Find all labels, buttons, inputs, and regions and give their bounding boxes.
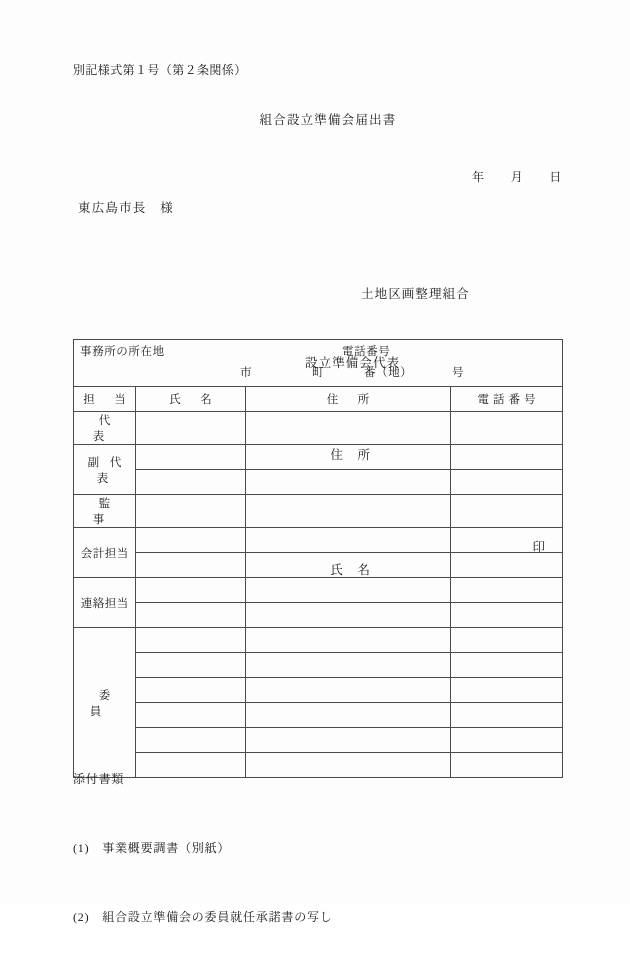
entry-tel-cell[interactable] [451, 528, 563, 553]
applicant-representative-label: 設立準備会代表 [305, 356, 401, 370]
entry-tel-cell[interactable] [451, 445, 563, 470]
table-row [74, 578, 563, 603]
address-cho-label: 町 [312, 367, 325, 379]
entry-address-cell[interactable] [246, 603, 451, 628]
role-label-cell: 連絡担当 [74, 578, 136, 628]
header-address: 住 所 [246, 387, 451, 412]
entry-name-cell[interactable] [136, 553, 246, 578]
table-row [74, 628, 563, 653]
entry-name-cell[interactable] [136, 412, 246, 445]
entry-tel-cell[interactable] [451, 578, 563, 603]
entry-tel-cell[interactable] [451, 728, 563, 753]
attachment-item: (2) 組合設立準備会の委員就任承諾書の写し [73, 910, 333, 924]
entry-address-cell[interactable] [246, 628, 451, 653]
entry-name-cell[interactable] [136, 495, 246, 528]
entry-tel-cell[interactable] [451, 495, 563, 528]
table-row [74, 528, 563, 553]
table-header-row [74, 387, 563, 412]
entry-address-cell[interactable] [246, 412, 451, 445]
role-label-cell: 監 事 [74, 495, 136, 528]
role-label-cell: 代 表 [74, 412, 136, 445]
attachment-item: (1) 事業概要調書（別紙） [73, 841, 231, 855]
header-role: 担 当 [74, 387, 136, 412]
date-day-label: 日 [549, 170, 562, 184]
entry-address-cell[interactable] [246, 470, 451, 495]
table-row [74, 603, 563, 628]
entry-name-cell[interactable] [136, 528, 246, 553]
header-name: 氏 名 [136, 387, 246, 412]
office-tel-label: 電話番号 [342, 346, 391, 358]
table-row [74, 470, 563, 495]
role-label-cell: 会計担当 [74, 528, 136, 578]
role-label-cell: 委 員 [74, 628, 136, 778]
entry-tel-cell[interactable] [451, 628, 563, 653]
table-row [74, 495, 563, 528]
address-go-label: 号 [452, 367, 465, 379]
entry-address-cell[interactable] [246, 578, 451, 603]
address-shi-label: 市 [240, 367, 253, 379]
entry-address-cell[interactable] [246, 528, 451, 553]
entry-tel-cell[interactable] [451, 412, 563, 445]
entry-address-cell[interactable] [246, 445, 451, 470]
entry-name-cell[interactable] [136, 578, 246, 603]
entry-address-cell[interactable] [246, 495, 451, 528]
entry-name-cell[interactable] [136, 470, 246, 495]
entry-tel-cell[interactable] [451, 678, 563, 703]
officers-table [73, 339, 563, 778]
entry-name-cell[interactable] [136, 603, 246, 628]
table-row [74, 553, 563, 578]
office-location-label: 事務所の所在地 [80, 346, 165, 358]
entry-address-cell[interactable] [246, 553, 451, 578]
header-tel: 電話番号 [451, 387, 563, 412]
addressee: 東広島市長 様 [78, 201, 174, 215]
date-year-label: 年 [472, 170, 485, 184]
entry-name-cell[interactable] [136, 653, 246, 678]
entry-name-cell[interactable] [136, 445, 246, 470]
entry-tel-cell[interactable] [451, 553, 563, 578]
date-line [0, 153, 630, 200]
entry-name-cell[interactable] [136, 628, 246, 653]
office-location-row [74, 340, 563, 387]
applicant-organization: 土地区画整理組合 [361, 287, 470, 301]
page-title: 組合設立準備会届出書 [259, 113, 397, 127]
entry-tel-cell[interactable] [451, 703, 563, 728]
table-row [74, 653, 563, 678]
seal-mark: 印 [532, 540, 545, 554]
entry-tel-cell[interactable] [451, 470, 563, 495]
attachments-heading: 添付書類 [73, 772, 125, 786]
entry-address-cell[interactable] [246, 653, 451, 678]
entry-tel-cell[interactable] [451, 653, 563, 678]
entry-tel-cell[interactable] [451, 603, 563, 628]
table-row [74, 445, 563, 470]
date-month-label: 月 [510, 170, 524, 184]
office-location-cell [74, 340, 563, 387]
entry-tel-cell[interactable] [451, 753, 563, 778]
attachments-section [73, 722, 333, 975]
applicant-address-label: 住 所 [330, 448, 372, 462]
applicant-name-label: 氏 名 [330, 563, 372, 577]
entry-address-cell[interactable] [246, 678, 451, 703]
role-label-cell: 副 代 表 [74, 445, 136, 495]
form-number: 別記様式第１号（第２条関係） [73, 63, 247, 77]
table-row [74, 412, 563, 445]
address-ban-label: 番（地） [364, 367, 413, 379]
